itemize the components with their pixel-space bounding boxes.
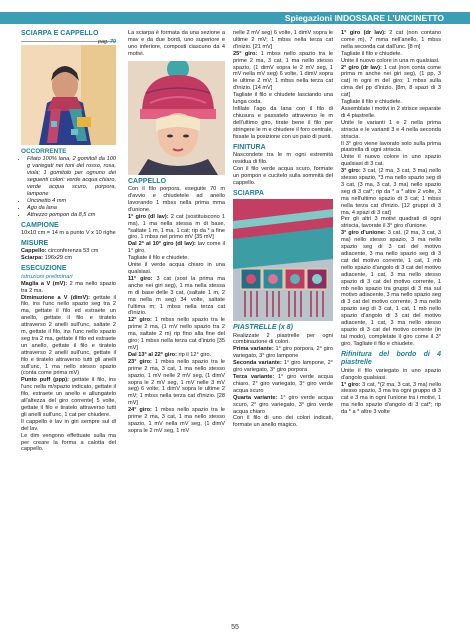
- scarf-photo: [233, 199, 333, 321]
- stitch-v: Maglia a V (mV): 2 ma nello spazio tra 2 ma.: [21, 280, 116, 294]
- header-bar: [0, 12, 470, 24]
- finitura-text: Con il filo verde acqua scuro, formate un pompon e cucitelo sulla sommità del cappello.: [233, 165, 333, 186]
- round-1: 1° giro (dl lav): 2 cat (sostituiscono 1 ma), 1 ma nella stessa m di base, *saltate 1 m, 1 ma, 1 cat; rip da * a fine giro, 1 mbss nel primo mV [35 mV]: [128, 213, 225, 241]
- note-text: Il 3° giro viene lavorato solo sulla prima piastrella di ogni striscia.: [341, 140, 441, 154]
- cappello-title: CAPPELLO: [128, 177, 167, 185]
- variant-1: Prima variante: 1° giro porpora, 2° giro variegato, 3° giro lampone: [233, 346, 333, 360]
- round-12: 12° giro: 1 mbss nello spazio tra le prime 2 ma, (1 mV nello spazio tra 2 ma, saltate 2 m) rip fino alla fine del giro; 1 mbss nella terza cat d'inizio [35 mV]: [128, 317, 225, 351]
- esecuzione-title: ESECUZIONE: [21, 265, 67, 273]
- note-text: Unite il nuovo colore in una m qualsiasi.: [341, 57, 440, 64]
- variant-4: Quarta variante: 1° giro verde acqua scuro, 2° giro variegato, 3° giro verde acqua chiaro: [233, 394, 333, 415]
- round-11: 11° giro: 3 cat (sost la prima ma anche nei giri seg), 1 ma nella stessa m di base delle 3 cat, (saltate 1 m, 2 ma nella m seg) 34 volte, saltate l'ultima m; 1 mbss nella terza cat d'inizio.: [128, 275, 225, 317]
- misure-scarf: Sciarpa: 196x29 cm: [21, 255, 72, 262]
- note-text: Unite il nuovo colore in uno spazio qualsiasi di 3 cat.: [341, 154, 441, 168]
- round-24-cont: nelle 2 mV seg) 6 volte, 1 dimV sopra le ultime 2 mV; 1 mbss nella terza cat d'inizio. [21 mV]: [233, 30, 333, 50]
- note-text: Per gli altri 3 motivi quadrati di ogni striscia, lavorate il 3° giro d'unione.: [341, 216, 441, 230]
- stitch-puff: Punto puff (ppp): gettate il filo, ins l'unc nella m/spazio indicato, gettate il filo, estraete un anello e allungatelo all'altezza del giro corrente] 5 volte, gettate il filo e tiratelo attraverso tutti gli anelli sull'unc, 1 cat per chiudere.: [21, 377, 116, 418]
- round-2-10: Dal 2° al 10° giro (dl lav): lav come il 1° giro.: [128, 241, 225, 255]
- column-4: [341, 30, 441, 416]
- misure-title: MISURE: [21, 239, 49, 247]
- column-1: [21, 30, 116, 453]
- column-2: [128, 30, 225, 435]
- campione-title: CAMPIONE: [21, 221, 59, 229]
- piastrelle-text: Realizzate 2 piastrelle per ogni combinazione di colori.: [233, 332, 333, 346]
- note-text: Tagliate il filo e chiudete.: [341, 99, 402, 106]
- header-title: Spiegazioni INDOSSARE L'UNCINETTO: [284, 13, 444, 23]
- border-finish-text: Unite il filo variegato in uno spazio d'angolo qualsiasi.: [341, 367, 441, 381]
- note-text: Infilate l'ago da lana con il filo di chiusura e passatelo attraverso le m dell'ultimo giro, tirate bene il filo per stringere le m e chiudere il foro centrale, fissate la posizione con un paio di punti.: [233, 105, 333, 140]
- note-text: Unite il verde acqua chiaro in una qualsiasi.: [128, 262, 225, 275]
- tile-round-1: 1° giro (dr lav): 2 cat (non contano come m), 7 mma nell'anello, 1 mbss nella seconda cat dall'unc. [8 m]: [341, 30, 441, 50]
- project-title: SCIARPA E CAPPELLO: [21, 30, 99, 37]
- instructions-subtitle: Istruzioni preliminari: [21, 273, 73, 280]
- intro-text: La sciarpa è formata da una sezione a mav e da due bordi, uno superiore e uno inferiore, composti ciascuno da 4 motivi.: [128, 30, 225, 57]
- finitura-text: Nascondete tra le m ogni estremità residua di filo.: [233, 152, 333, 165]
- round-25: 25° giro: 1 mbss nello spazio tra le prime 2 ma, 3 cat, 1 ma nello stesso spazio, (1 dimV sopra le 2 mV seg, 1 mV nella mV seg) 6 volte, 1 dimV sopra le ultime 2 mV; 1 mbss nella terza cat d'inizio. [14 mV]: [233, 50, 333, 92]
- page-number: 55: [231, 624, 239, 631]
- piastrelle-title: PIASTRELLE (x 8): [233, 324, 293, 332]
- note-text: Tagliate il filo e chiudete.: [341, 50, 402, 57]
- material-item: • Ago da lana: [27, 205, 116, 212]
- material-item: • Filato 100% lana, 2 gomitoli da 100 g variegati nei toni del rosso, rosa, viola; 1 gomitolo per ognuno dei seguenti colori: verde acqua chiaro, verde acqua scuro, porpora, lampone: [27, 156, 116, 197]
- misure-hat: Cappello: circonferenza 53 cm: [21, 248, 99, 255]
- note-text: Tagliate il filo e chiudete lasciando una lunga coda.: [233, 92, 333, 106]
- campione-text: 10x10 cm = 14 m a punto V x 10 righe: [21, 230, 116, 237]
- model-scarf-photo: [21, 45, 116, 145]
- variant-2: Seconda variante: 1° giro lampone, 2° giro variegato, 3° giro porpora: [233, 360, 333, 374]
- note-text: Le dim vengono effettuate sulla ma per creare la forma a calotta del cappello.: [21, 432, 116, 453]
- variant-end: Con il filo di uno dei colori indicati, formate un anello magico.: [233, 415, 333, 429]
- materials-list: [21, 156, 116, 218]
- occorrente-title: OCCORRENTE: [21, 148, 67, 156]
- model-hat-photo: [128, 61, 225, 175]
- note-text: Tagliate il filo e chiudete.: [128, 255, 189, 262]
- material-item: • Uncinetto 4 mm: [27, 198, 116, 205]
- note-text: Unite le varianti 1 e 2 nella prima striscia e le varianti 3 e 4 nella seconda striscia.: [341, 119, 441, 140]
- column-3: [233, 30, 333, 429]
- cap-intro: Con il filo porpora, eseguite 70 m d'avvio e chiudetele ad anello lavorando 1 mbss nella prima mma d'unione.: [128, 186, 225, 213]
- page-reference: pag. 70: [98, 38, 116, 45]
- tile-round-2: 2° giro (dr lav): 1 cat (non conta come prima m anche nei giri seg), (1 pp, 3 cat) in ogni m del giro; 1 mbss sulla cima del pp d'inizio. [8m, 8 spazi di 3 cat]: [341, 64, 441, 99]
- round-23: 23° giro: 1 mbss nello spazio tra le prime 2 ma, 3 cat, 1 ma nello stesso spazio, 1 mV nelle 2 mV seg, (1 dimV sopra le 2 mV seg, 1 mV nelle 3 mV seg) 6 volte, 1 dimV sopra le ultime 2 mV; 1 mbss nella terza cat d'inizio. [28 mV]: [128, 358, 225, 407]
- finitura-title: FINITURA: [233, 143, 266, 151]
- material-item: • Attrezzo pompon da 8,5 cm: [27, 212, 116, 219]
- tile-round-3: 3° giro: 3 cat, (2 ma, 3 cat, 3 ma) nello stesso spazio, *3 ma nello spazio seg di 3 cat, (3 ma, 3 cat, 3 ma) nello spazio seg di 3 cat*; rip da * a * altre 2 volte, 3 ma nell'ultimo spazio di 3 cat; 1 mbss nella terza cat d'inizio. [12 gruppi di 3 ma, 4 spazi di 3 cat]: [341, 168, 441, 216]
- variant-3: Terza variante: 1° giro verde acqua chiaro, 2° giro variegato, 3° giro verde acqua scuro: [233, 373, 333, 394]
- note-text: Il cappello è lav in giri sempre sul dl del lav.: [21, 418, 116, 432]
- border-round-1: 1° giro: 3 cat, *(2 ma, 3 cat, 3 ma) nello stesso spazio, 3 ma tra ogni gruppo di 3 cat e 3 ma in ogni l'unione tra i motivi, 1 ma nello spazio d'angolo di 3 cat*; rip da * a * altre 3 volte: [341, 381, 441, 416]
- tile-round-3-join: 3° giro d'unione: 3 cat, (2 ma, 3 cat, 3 ma) nello stesso spazio, 3 ma nello spazio seg di 3 cat del motivo adiacente, 3 ma nello spazio seg di 3 cat del motivo corrente, 1 cat, 1 mb nello spazio d'angolo di 3 cat del motivo adiacente, 1 cat, 3 ma nello stesso spazio di 3 cat del motivo corrente, 1 mb nello spazio tra gruppi di 3 ma sul motivo adiacente, 3 ma nello spazio seg di 3 cat del motivo corrente, 3 ma nello spazio seg di 3 cat, 1 cat, 1 mb nello spazio d'angolo di 3 cat del motivo adiacente, 1 cat, 3 ma nello stesso spazio di 3 cat del motivo corrente (in tal modo), completate il giro come il 3° giro. Tagliate il filo e chiudete.: [341, 230, 442, 347]
- stitch-dimv: Diminuzione a V (dimV): gettate il filo, ins l'unc nello spazio seg tra 2 ma, gettate il filo ed estraete un anello, gettate il filo e tiratelo attraverso 2 anelli sull'unc, saltate 2 m, gettate il filo, ins l'unc nello spazio seg tra 2 ma, gettate il filo ed estraete un anello, gettate il filo e tiratelo attraverso 2 anelli sull'unc, gettate il filo e tiratelo attraverso tutti gli anelli sull'unc, 1 ma nello stesso spazio (conta come prima mV): [21, 294, 116, 377]
- border-finish-title: Rifinitura del bordo di 4 piastrelle: [341, 350, 441, 367]
- note-text: Assemblate i motivi in 2 strisce separate di 4 piastrelle.: [341, 105, 441, 119]
- round-13-22: Dal 13° al 22° giro: rip il 12° giro.: [128, 351, 212, 358]
- round-24: 24° giro: 1 mbss nello spazio tra le prime 2 ma, 3 cat, 1 ma nello stesso spazio, 1 mV nella mV seg, (1 dimV sopra le 2 mV seg, 1 mV: [128, 407, 225, 434]
- sciarpa-title: SCIARPA: [233, 189, 264, 197]
